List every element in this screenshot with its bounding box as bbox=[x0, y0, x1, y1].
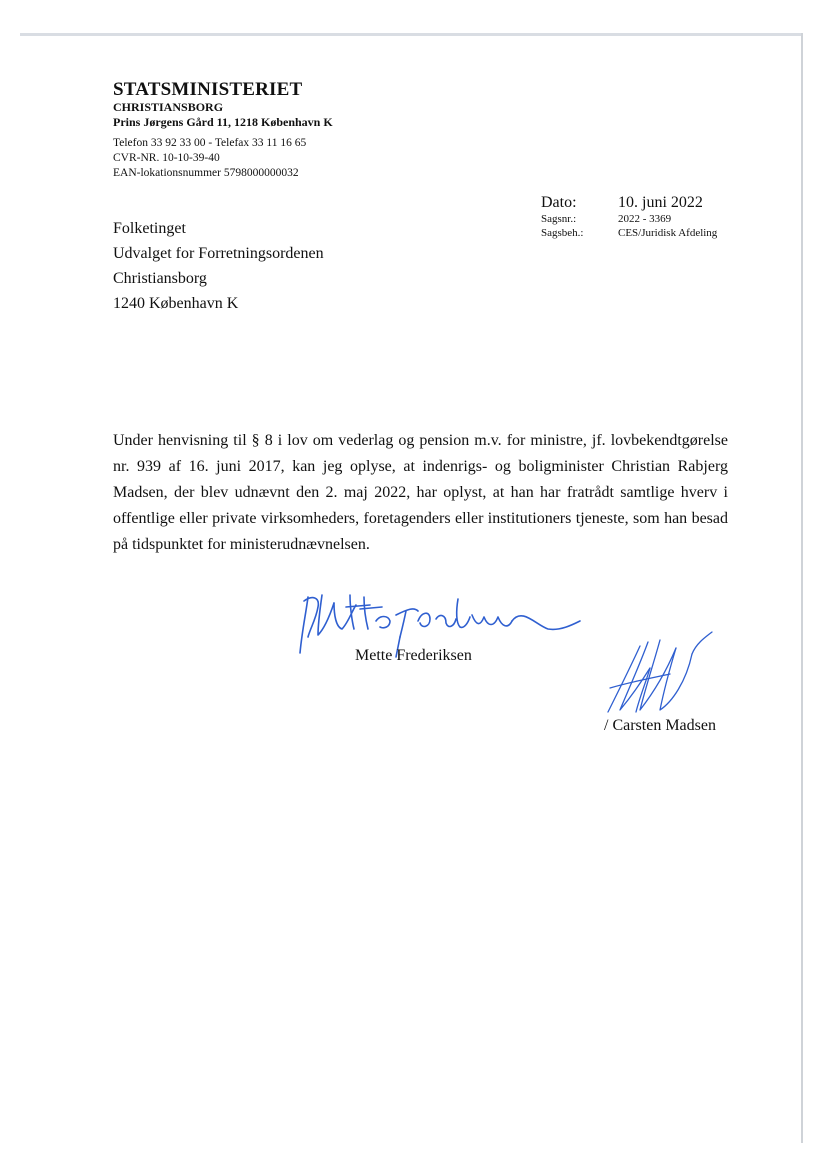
meta-case-value: 2022 - 3369 bbox=[618, 213, 672, 225]
signatory-name-primary: Mette Frederiksen bbox=[355, 647, 472, 664]
meta-date-value: 10. juni 2022 bbox=[618, 194, 703, 211]
letterhead bbox=[113, 80, 333, 181]
body-paragraph: Under henvisning til § 8 i lov om vederlag og pension m.v. for ministre, jf. lovbekendtgørelse nr. 939 af 16. juni 2017, kan jeg oplyse, at indenrigs- og boligminister Christian Rabjerg Madsen, der blev udnævnt den 2. maj 2022, har oplyst, at han har fratrådt samtlige hverv i offentlige eller private virksomheders, foretagenders eller institutioners tjeneste, som han besad på tidspunktet for ministerudnævnelsen. bbox=[113, 432, 728, 553]
signature-carsten-madsen bbox=[600, 628, 730, 725]
signatory-name-secondary: / Carsten Madsen bbox=[604, 717, 716, 734]
page-top-border bbox=[20, 33, 802, 36]
meta-date-label: Dato: bbox=[541, 194, 577, 211]
letterhead-title: STATSMINISTERIET bbox=[113, 79, 303, 100]
recipient-line: Folketinget bbox=[113, 220, 186, 237]
recipient-line: 1240 København K bbox=[113, 295, 239, 312]
letterhead-address: Prins Jørgens Gård 11, 1218 København K bbox=[113, 115, 333, 129]
letterhead-ean: EAN-lokationsnummer 5798000000032 bbox=[113, 167, 299, 179]
meta-handler-label: Sagsbeh.: bbox=[541, 227, 584, 239]
recipient-line: Christiansborg bbox=[113, 270, 207, 287]
letter-body bbox=[113, 428, 728, 558]
meta-case bbox=[541, 212, 717, 226]
letterhead-phone-fax: Telefon 33 92 33 00 - Telefax 33 11 16 65 bbox=[113, 137, 307, 149]
meta-handler bbox=[541, 226, 717, 240]
letter-meta bbox=[541, 193, 717, 240]
letterhead-cvr: CVR-NR. 10-10-39-40 bbox=[113, 152, 220, 164]
page-right-border bbox=[801, 33, 803, 1143]
letterhead-subtitle: CHRISTIANSBORG bbox=[113, 100, 224, 114]
meta-case-label: Sagsnr.: bbox=[541, 213, 577, 225]
meta-date bbox=[541, 193, 717, 212]
recipient-address bbox=[113, 216, 324, 316]
recipient-line: Udvalget for Forretningsordenen bbox=[113, 245, 324, 262]
meta-handler-value: CES/Juridisk Afdeling bbox=[618, 227, 718, 239]
